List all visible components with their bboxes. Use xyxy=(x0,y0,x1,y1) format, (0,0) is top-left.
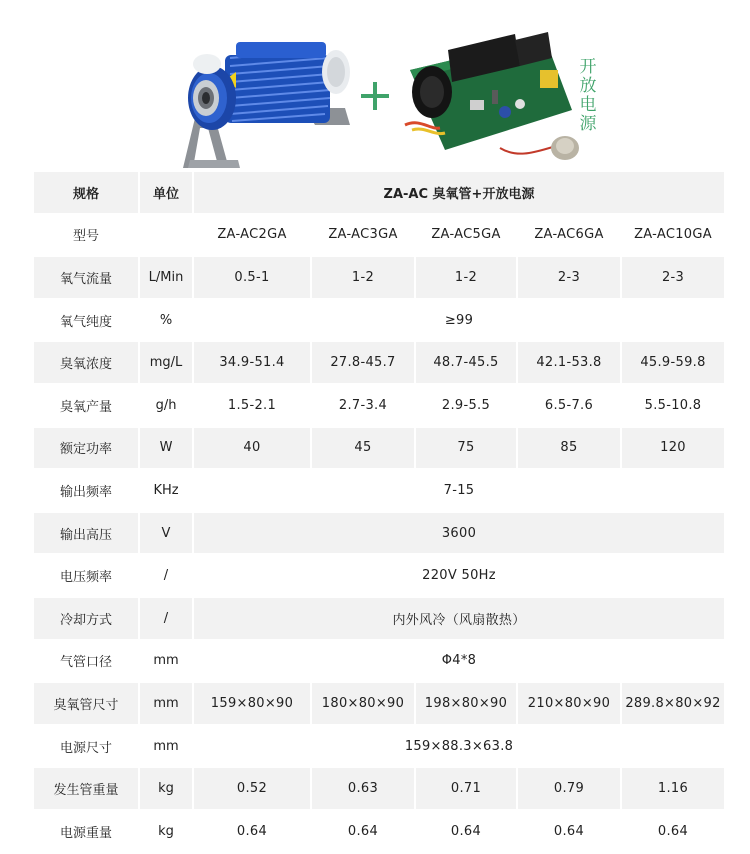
value-cell: 2.7-3.4 xyxy=(312,385,414,426)
model-cell: ZA-AC5GA xyxy=(416,215,516,256)
row-unit: / xyxy=(140,555,192,596)
spec-header: 规格 xyxy=(34,172,138,213)
merged-value-cell: 220V 50Hz xyxy=(194,555,724,596)
value-cell: 85 xyxy=(518,428,620,469)
row-label: 电压频率 xyxy=(34,555,138,596)
value-cell: 210×80×90 xyxy=(518,683,620,724)
label-char: 电 xyxy=(579,95,597,115)
row-label: 电源重量 xyxy=(34,811,138,852)
row-label: 电源尺寸 xyxy=(34,726,138,767)
model-cell: ZA-AC2GA xyxy=(194,215,310,256)
merged-value-cell: 159×88.3×63.8 xyxy=(194,726,724,767)
value-cell: 1-2 xyxy=(312,257,414,298)
row-unit: mm xyxy=(140,641,192,682)
row-label: 氧气纯度 xyxy=(34,300,138,341)
row-label: 臭氧管尺寸 xyxy=(34,683,138,724)
row-unit: KHz xyxy=(140,470,192,511)
row-label: 气管口径 xyxy=(34,641,138,682)
value-cell: 0.64 xyxy=(312,811,414,852)
row-unit: W xyxy=(140,428,192,469)
row-unit xyxy=(140,215,192,256)
value-cell: 289.8×80×92 xyxy=(622,683,724,724)
value-cell: 45.9-59.8 xyxy=(622,342,724,383)
row-unit: % xyxy=(140,300,192,341)
row-label: 输出频率 xyxy=(34,470,138,511)
value-cell: 1.5-2.1 xyxy=(194,385,310,426)
merged-value-cell: ≥99 xyxy=(194,300,724,341)
value-cell: 42.1-53.8 xyxy=(518,342,620,383)
table-title: ZA-AC 臭氧管+开放电源 xyxy=(194,172,724,213)
row-unit: mm xyxy=(140,683,192,724)
table-row xyxy=(34,428,724,469)
merged-value-cell: 3600 xyxy=(194,513,724,554)
table-row xyxy=(34,598,724,639)
row-unit: / xyxy=(140,598,192,639)
table-row xyxy=(34,768,724,809)
value-cell: 1-2 xyxy=(416,257,516,298)
table-row xyxy=(34,300,724,341)
value-cell: 120 xyxy=(622,428,724,469)
value-cell: 2-3 xyxy=(622,257,724,298)
row-unit: L/Min xyxy=(140,257,192,298)
model-cell: ZA-AC10GA xyxy=(622,215,724,256)
merged-value-cell: 7-15 xyxy=(194,470,724,511)
model-cell: ZA-AC3GA xyxy=(312,215,414,256)
value-cell: 0.63 xyxy=(312,768,414,809)
table-row xyxy=(34,470,724,511)
value-cell: 75 xyxy=(416,428,516,469)
ozone-tube-image xyxy=(183,42,350,168)
value-cell: 2.9-5.5 xyxy=(416,385,516,426)
model-cell: ZA-AC6GA xyxy=(518,215,620,256)
label-char: 开 xyxy=(579,57,597,77)
header-row xyxy=(34,172,724,213)
row-label: 输出高压 xyxy=(34,513,138,554)
row-unit: g/h xyxy=(140,385,192,426)
value-cell: 34.9-51.4 xyxy=(194,342,310,383)
row-label: 额定功率 xyxy=(34,428,138,469)
value-cell: 1.16 xyxy=(622,768,724,809)
value-cell: 0.5-1 xyxy=(194,257,310,298)
value-cell: 0.79 xyxy=(518,768,620,809)
model-row xyxy=(34,215,724,256)
table-row xyxy=(34,257,724,298)
row-unit: kg xyxy=(140,811,192,852)
power-supply-board-image xyxy=(405,32,579,160)
row-label: 臭氧浓度 xyxy=(34,342,138,383)
table-row xyxy=(34,641,724,682)
value-cell: 0.64 xyxy=(194,811,310,852)
merged-value-cell: 内外风冷（风扇散热） xyxy=(194,598,724,639)
product-illustration xyxy=(0,0,750,170)
value-cell: 180×80×90 xyxy=(312,683,414,724)
row-label: 发生管重量 xyxy=(34,768,138,809)
merged-value-cell: Φ4*8 xyxy=(194,641,724,682)
table-row xyxy=(34,811,724,852)
value-cell: 48.7-45.5 xyxy=(416,342,516,383)
value-cell: 0.64 xyxy=(622,811,724,852)
table-row xyxy=(34,726,724,767)
value-cell: 0.64 xyxy=(416,811,516,852)
value-cell: 6.5-7.6 xyxy=(518,385,620,426)
row-unit: kg xyxy=(140,768,192,809)
row-label: 臭氧产量 xyxy=(34,385,138,426)
row-label: 氧气流量 xyxy=(34,257,138,298)
table-row xyxy=(34,555,724,596)
value-cell: 0.64 xyxy=(518,811,620,852)
row-unit: mm xyxy=(140,726,192,767)
table-row xyxy=(34,683,724,724)
row-label: 冷却方式 xyxy=(34,598,138,639)
value-cell: 2-3 xyxy=(518,257,620,298)
label-char: 源 xyxy=(579,114,597,134)
power-supply-label xyxy=(577,58,599,134)
table-row xyxy=(34,513,724,554)
value-cell: 0.71 xyxy=(416,768,516,809)
value-cell: 0.52 xyxy=(194,768,310,809)
value-cell: 40 xyxy=(194,428,310,469)
label-char: 放 xyxy=(579,76,597,96)
value-cell: 198×80×90 xyxy=(416,683,516,724)
value-cell: 159×80×90 xyxy=(194,683,310,724)
plus-sign-icon xyxy=(361,82,389,110)
row-label: 型号 xyxy=(34,215,138,256)
product-image xyxy=(0,0,750,170)
row-unit: V xyxy=(140,513,192,554)
value-cell: 45 xyxy=(312,428,414,469)
unit-header: 单位 xyxy=(140,172,192,213)
value-cell: 27.8-45.7 xyxy=(312,342,414,383)
value-cell: 5.5-10.8 xyxy=(622,385,724,426)
table-row xyxy=(34,342,724,383)
spec-table xyxy=(32,170,726,854)
table-row xyxy=(34,385,724,426)
row-unit: mg/L xyxy=(140,342,192,383)
